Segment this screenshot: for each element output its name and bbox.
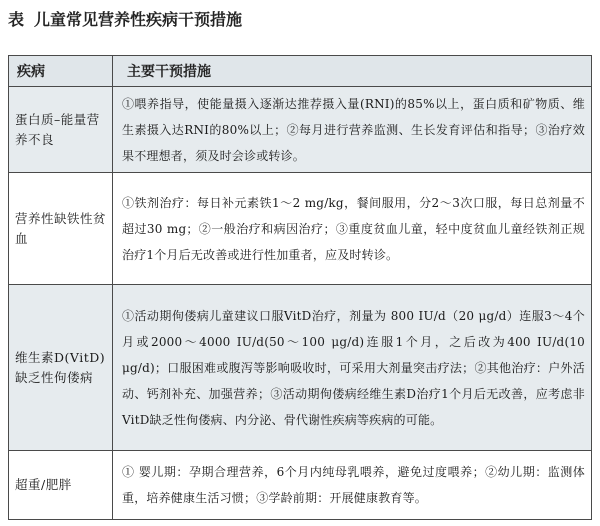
table-header-row xyxy=(9,56,592,87)
table-row xyxy=(9,451,592,520)
table-caption-text: 儿童常见营养性疾病干预措施 xyxy=(34,10,243,29)
table-caption xyxy=(8,7,242,33)
header-disease: 疾病 xyxy=(9,56,113,87)
table-row xyxy=(9,87,592,173)
measures-cell: ①铁剂治疗：每日补元素铁1～2 mg/kg，餐间服用，分2～3次口服，每日总剂量不超过30 mg；②一般治疗和病因治疗；③重度贫血儿童，轻中度贫血儿童经铁剂正规治疗1个月后无改善或进行性加重者，应及时转诊。 xyxy=(113,173,592,285)
measures-cell: ①喂养指导，使能量摄入逐渐达推荐摄入量(RNI)的85%以上，蛋白质和矿物质、维生素摄入达RNI的80%以上；②每月进行营养监测、生长发育评估和指导；③治疗效果不理想者，须及时会诊或转诊。 xyxy=(113,87,592,173)
intervention-table xyxy=(8,55,592,520)
table-caption-label: 表 xyxy=(8,10,25,29)
measures-cell: ① 婴儿期：孕期合理营养，6个月内纯母乳喂养，避免过度喂养；②幼儿期：监测体重，培养健康生活习惯；③学龄前期：开展健康教育等。 xyxy=(113,451,592,520)
disease-cell: 营养性缺铁性贫血 xyxy=(9,173,113,285)
disease-cell: 蛋白质–能量营养不良 xyxy=(9,87,113,173)
disease-cell: 维生素D(VitD)缺乏性佝偻病 xyxy=(9,285,113,451)
measures-cell: ①活动期佝偻病儿童建议口服VitD治疗，剂量为 800 IU/d（20 μg/d）连服3～4个月或2000～4000 IU/d(50～100 μg/d)连服1个月，之后改为400 IU/d(10 μg/d)；口服困难或腹泻等影响吸收时，可采用大剂量突击疗法；②其他治疗：户外活动、钙剂补充、加强营养；③活动期佝偻病经维生素D治疗1个月后无改善，应考虑非VitD缺乏性佝偻病、内分泌、骨代谢性疾病等疾病的可能。 xyxy=(113,285,592,451)
header-measures: 主要干预措施 xyxy=(113,56,592,87)
table-row xyxy=(9,173,592,285)
disease-cell: 超重/肥胖 xyxy=(9,451,113,520)
table-row xyxy=(9,285,592,451)
